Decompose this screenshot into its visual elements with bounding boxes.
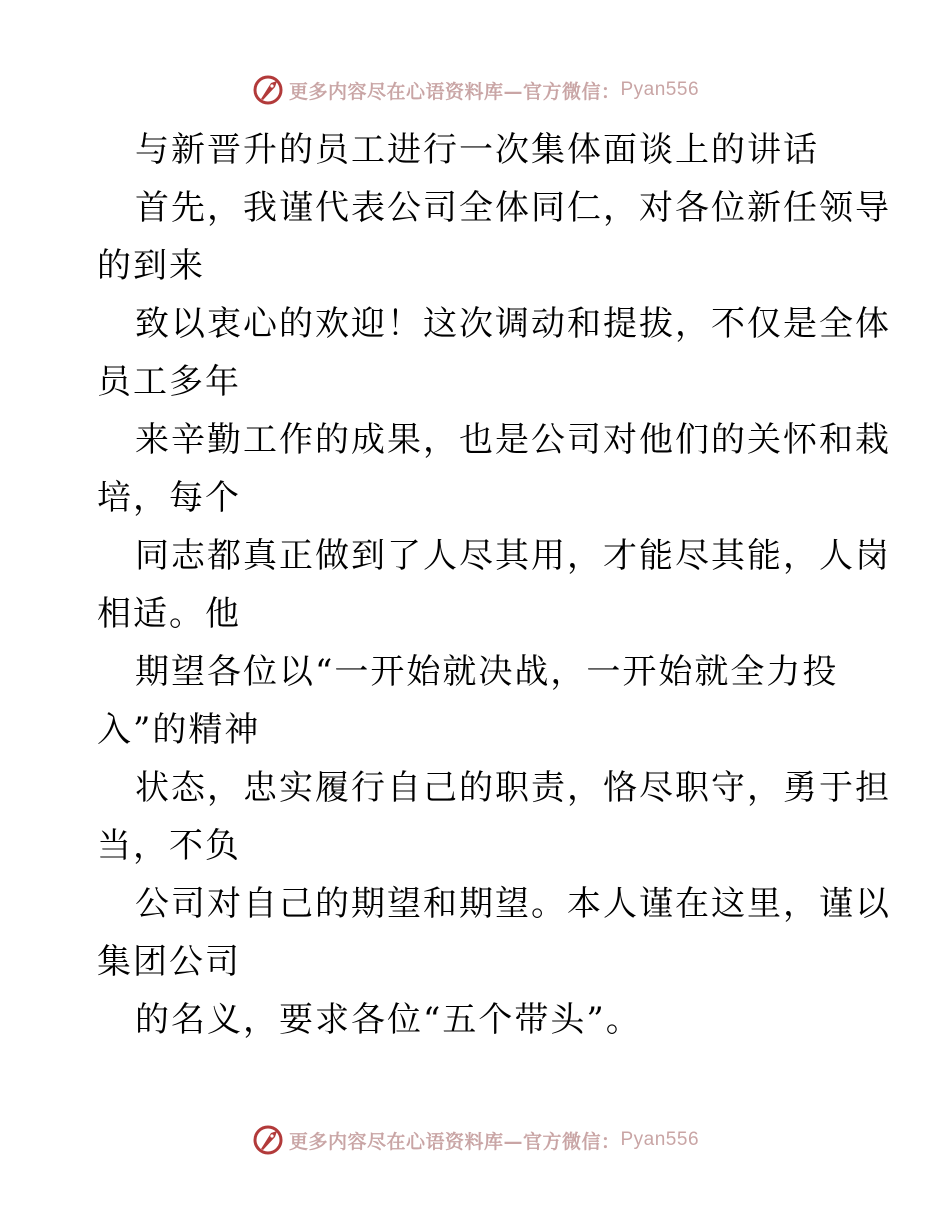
header-banner	[0, 70, 950, 110]
paragraph-line: 当，不负	[97, 826, 241, 866]
footer-banner-text: 更多内容尽在心语资料库—官方微信：	[288, 1130, 621, 1153]
paragraph-line: 同志都真正做到了人尽其用，才能尽其能，人岗	[135, 536, 891, 576]
paragraph-line: 的名义，要求各位“五个带头”。	[135, 1000, 642, 1040]
paragraph-line: 致以衷心的欢迎！这次调动和提拔，不仅是全体	[135, 304, 891, 344]
paragraph-line: 相适。他	[97, 594, 241, 634]
paragraph-line: 公司对自己的期望和期望。本人谨在这里，谨以	[135, 884, 891, 924]
paragraph-line: 培，每个	[97, 478, 241, 518]
pen-nib-logo-icon	[251, 1123, 285, 1157]
paragraph-line: 集团公司	[97, 942, 241, 982]
paragraph-line: 来辛勤工作的成果，也是公司对他们的关怀和栽	[135, 420, 891, 460]
header-banner-text: 更多内容尽在心语资料库—官方微信：	[288, 80, 621, 103]
paragraph-line: 首先，我谨代表公司全体同仁，对各位新任领导	[135, 188, 891, 228]
footer-banner-wechat-id: Pyan556	[620, 1129, 700, 1150]
paragraph-line: 入”的精神	[97, 710, 261, 750]
header-banner-wechat-id: Pyan556	[620, 79, 700, 100]
paragraph-line: 期望各位以“一开始就决战，一开始就全力投	[135, 652, 839, 692]
paragraph-line: 状态，忠实履行自己的职责，恪尽职守，勇于担	[135, 768, 891, 808]
pen-nib-logo-icon	[251, 73, 285, 107]
footer-banner	[0, 1120, 950, 1160]
paragraph-line: 员工多年	[97, 362, 241, 402]
document-body	[97, 121, 891, 1049]
paragraph-line: 的到来	[97, 246, 205, 286]
document-title: 与新晋升的员工进行一次集体面谈上的讲话	[135, 130, 819, 170]
